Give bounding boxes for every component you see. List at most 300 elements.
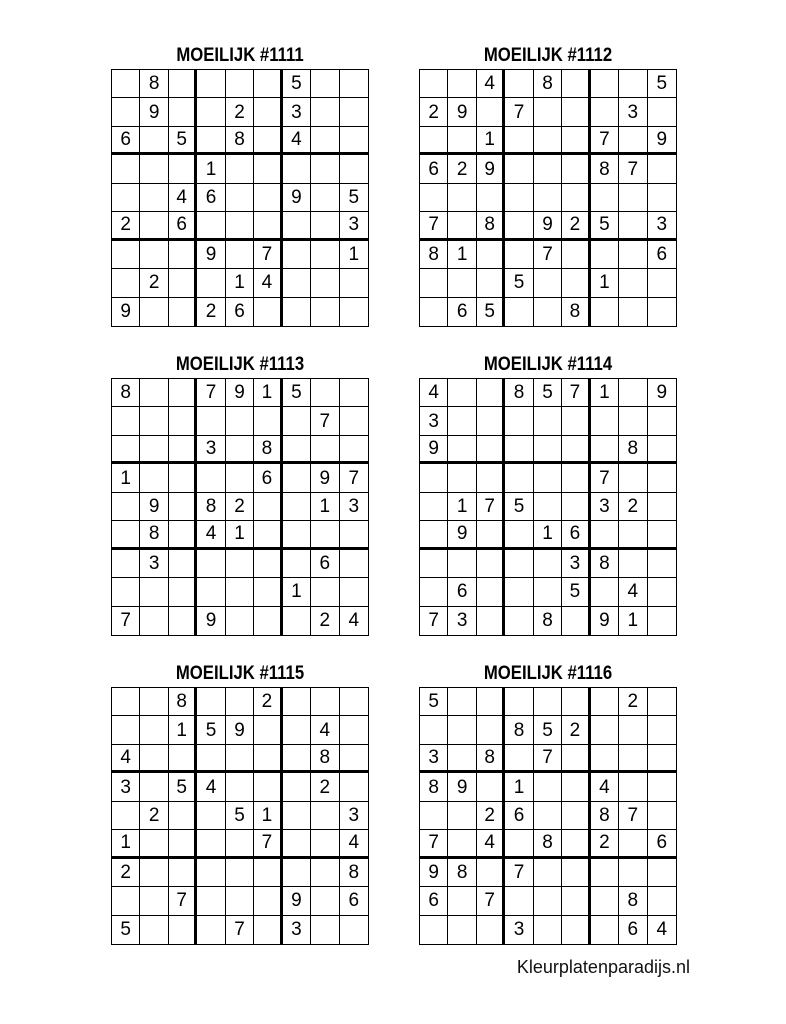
sudoku-cell: 3 (619, 98, 647, 126)
sudoku-cell (562, 802, 590, 830)
sudoku-cell (591, 716, 619, 744)
sudoku-cell: 3 (340, 493, 368, 521)
sudoku-cell: 7 (420, 212, 448, 240)
sudoku-cell (311, 859, 339, 887)
sudoku-cell (283, 269, 311, 297)
sudoku-cell (283, 773, 311, 801)
sudoku-cell (254, 155, 282, 183)
sudoku-cell: 7 (420, 830, 448, 858)
sudoku-cell: 8 (197, 493, 225, 521)
sudoku-cell (648, 773, 676, 801)
sudoku-cell: 9 (226, 716, 254, 744)
sudoku-cell: 5 (505, 493, 533, 521)
sudoku-cell (226, 830, 254, 858)
sudoku-cell (311, 830, 339, 858)
sudoku-cell (648, 745, 676, 773)
sudoku-cell: 3 (283, 916, 311, 944)
sudoku-cell (591, 578, 619, 606)
sudoku-cell: 1 (254, 379, 282, 407)
sudoku-cell (534, 916, 562, 944)
sudoku-cell: 6 (505, 802, 533, 830)
sudoku-cell (448, 70, 476, 98)
sudoku-cell (619, 830, 647, 858)
sudoku-cell (562, 184, 590, 212)
sudoku-cell (648, 298, 676, 326)
sudoku-cell: 2 (448, 155, 476, 183)
sudoku-cell (112, 887, 140, 915)
sudoku-cell (226, 859, 254, 887)
sudoku-cell: 4 (420, 379, 448, 407)
sudoku-cell (562, 98, 590, 126)
sudoku-cell (112, 521, 140, 549)
sudoku-cell (311, 688, 339, 716)
sudoku-cell (477, 269, 505, 297)
sudoku-cell: 1 (254, 802, 282, 830)
sudoku-cell: 7 (562, 379, 590, 407)
sudoku-cell: 1 (448, 241, 476, 269)
sudoku-cell (648, 493, 676, 521)
sudoku-cell: 8 (505, 379, 533, 407)
sudoku-cell: 7 (477, 887, 505, 915)
sudoku-cell: 7 (420, 607, 448, 635)
sudoku-cell (505, 241, 533, 269)
sudoku-cell: 9 (226, 379, 254, 407)
sudoku-cell (648, 716, 676, 744)
sudoku-cell: 8 (562, 298, 590, 326)
sudoku-cell (140, 464, 168, 492)
sudoku-cell: 2 (311, 607, 339, 635)
sudoku-cell (562, 830, 590, 858)
sudoku-cell: 4 (348, 610, 360, 632)
sudoku-cell: 8 (254, 436, 282, 464)
sudoku-cell (254, 578, 282, 606)
sudoku-cell: 4 (477, 70, 505, 98)
sudoku-cell (169, 407, 197, 435)
sudoku-cell: 7 (254, 830, 282, 858)
sudoku-cell (477, 859, 505, 887)
sudoku-cell: 8 (591, 155, 619, 183)
sudoku-cell: 4 (197, 773, 225, 801)
sudoku-cell (112, 493, 140, 521)
sudoku-cell (562, 493, 590, 521)
sudoku-cell (169, 464, 197, 492)
sudoku-cell (169, 830, 197, 858)
sudoku-cell: 3 (448, 607, 476, 635)
sudoku-cell (534, 184, 562, 212)
sudoku-cell: 8 (169, 688, 197, 716)
puzzle-title: MOEILIJK #1116 (483, 663, 613, 684)
sudoku-cell: 7 (169, 887, 197, 915)
sudoku-cell (197, 859, 225, 887)
sudoku-cell (283, 155, 311, 183)
sudoku-cell: 2 (562, 212, 590, 240)
sudoku-cell (311, 70, 339, 98)
sudoku-cell (226, 407, 254, 435)
sudoku-cell (311, 521, 339, 549)
sudoku-cell: 1 (534, 521, 562, 549)
sudoku-cell: 3 (420, 745, 448, 773)
sudoku-cell (197, 407, 225, 435)
sudoku-cell: 9 (140, 98, 168, 126)
sudoku-cell (226, 607, 254, 635)
sudoku-cell (477, 521, 505, 549)
sudoku-cell: 6 (648, 241, 676, 269)
sudoku-cell: 1 (448, 493, 476, 521)
sudoku-cell (340, 155, 368, 183)
sudoku-cell (254, 212, 282, 240)
sudoku-cell (477, 716, 505, 744)
sudoku-cell (619, 521, 647, 549)
sudoku-cell (254, 887, 282, 915)
sudoku-cell (197, 688, 225, 716)
sudoku-cell: 1 (311, 493, 339, 521)
sudoku-cell (591, 688, 619, 716)
sudoku-cell: 9 (448, 521, 476, 549)
sudoku-cell (140, 773, 168, 801)
sudoku-cell (254, 745, 282, 773)
sudoku-cell (283, 212, 311, 240)
sudoku-cell: 6 (448, 578, 476, 606)
sudoku-cell (112, 241, 140, 269)
sudoku-cell (169, 70, 197, 98)
sudoku-cell: 5 (534, 379, 562, 407)
sudoku-cell: 5 (534, 716, 562, 744)
sudoku-cell: 5 (169, 127, 197, 155)
sudoku-cell (254, 493, 282, 521)
sudoku-cell: 5 (112, 916, 140, 944)
sudoku-cell: 6 (226, 298, 254, 326)
sudoku-cell: 4 (254, 269, 282, 297)
sudoku-cell (254, 70, 282, 98)
sudoku-cell (254, 298, 282, 326)
sudoku-cell (340, 578, 368, 606)
sudoku-cell (505, 436, 533, 464)
sudoku-cell: 8 (591, 802, 619, 830)
sudoku-cell: 1 (169, 716, 197, 744)
sudoku-cell (591, 407, 619, 435)
sudoku-cell (648, 184, 676, 212)
sudoku-cell (340, 407, 368, 435)
sudoku-cell (420, 521, 448, 549)
sudoku-cell (283, 607, 311, 635)
sudoku-cell: 1 (619, 607, 647, 635)
puzzle-title: MOEILIJK #1111 (176, 45, 304, 66)
sudoku-cell (591, 241, 619, 269)
sudoku-cell: 7 (591, 464, 619, 492)
sudoku-cell (112, 98, 140, 126)
sudoku-cell (140, 407, 168, 435)
sudoku-cell: 8 (477, 745, 505, 773)
sudoku-cell (505, 70, 533, 98)
sudoku-cell (112, 688, 140, 716)
sudoku-cell (283, 298, 311, 326)
sudoku-cell: 8 (505, 716, 533, 744)
sudoku-cell (420, 916, 448, 944)
sudoku-cell: 9 (140, 493, 168, 521)
sudoku-cell: 7 (477, 493, 505, 521)
sudoku-cell (226, 436, 254, 464)
sudoku-cell (254, 916, 282, 944)
sudoku-cell (505, 127, 533, 155)
sudoku-cell (311, 241, 339, 269)
sudoku-cell (448, 688, 476, 716)
sudoku-cell (311, 298, 339, 326)
sudoku-cell (562, 70, 590, 98)
sudoku-cell (648, 98, 676, 126)
sudoku-cell (534, 688, 562, 716)
sudoku-cell: 9 (283, 887, 311, 915)
sudoku-cell: 1 (112, 464, 140, 492)
sudoku-cell (619, 464, 647, 492)
sudoku-cell: 2 (619, 688, 647, 716)
sudoku-cell (619, 773, 647, 801)
sudoku-cell: 6 (648, 830, 676, 858)
sudoku-cell (619, 127, 647, 155)
sudoku-cell (112, 269, 140, 297)
sudoku-cell: 7 (505, 98, 533, 126)
sudoku-cell (169, 298, 197, 326)
sudoku-cell (197, 578, 225, 606)
sudoku-cell (254, 521, 282, 549)
sudoku-cell (619, 212, 647, 240)
sudoku-cell: 1 (477, 127, 505, 155)
sudoku-cell: 1 (340, 241, 368, 269)
sudoku-cell (562, 887, 590, 915)
sudoku-cell (534, 298, 562, 326)
sudoku-cell (619, 859, 647, 887)
sudoku-cell (340, 70, 368, 98)
sudoku-cell (311, 127, 339, 155)
sudoku-grid (419, 687, 677, 945)
sudoku-cell (140, 830, 168, 858)
sudoku-cell (140, 688, 168, 716)
sudoku-cell (226, 688, 254, 716)
sudoku-cell (534, 436, 562, 464)
sudoku-cell: 7 (505, 859, 533, 887)
sudoku-cell: 4 (656, 919, 668, 941)
sudoku-cell (340, 550, 368, 578)
sudoku-cell: 1 (505, 773, 533, 801)
sudoku-cell (340, 436, 368, 464)
sudoku-cell (311, 212, 339, 240)
sudoku-cell (283, 688, 311, 716)
sudoku-cell (340, 716, 368, 744)
sudoku-cell: 5 (505, 269, 533, 297)
sudoku-cell (534, 493, 562, 521)
sudoku-cell (169, 859, 197, 887)
sudoku-cell (140, 859, 168, 887)
sudoku-cell (505, 184, 533, 212)
sudoku-cell: 9 (648, 379, 676, 407)
sudoku-cell (591, 70, 619, 98)
sudoku-cell (619, 550, 647, 578)
sudoku-cell (477, 379, 505, 407)
sudoku-cell (591, 916, 619, 944)
sudoku-cell (505, 830, 533, 858)
sudoku-cell: 2 (254, 688, 282, 716)
sudoku-cell (562, 859, 590, 887)
sudoku-cell (254, 607, 282, 635)
sudoku-cell (562, 773, 590, 801)
sudoku-cell: 4 (477, 830, 505, 858)
sudoku-cell (140, 212, 168, 240)
sudoku-cell (112, 802, 140, 830)
sudoku-cell: 2 (420, 98, 448, 126)
sudoku-cell: 3 (340, 802, 368, 830)
sudoku-cell: 3 (591, 493, 619, 521)
sudoku-cell (169, 241, 197, 269)
sudoku-cell: 6 (197, 184, 225, 212)
sudoku-cell: 9 (477, 155, 505, 183)
sudoku-cell (448, 464, 476, 492)
sudoku-cell: 8 (340, 859, 368, 887)
sudoku-cell: 1 (112, 830, 140, 858)
sudoku-grid (111, 687, 369, 945)
sudoku-cell: 5 (283, 379, 311, 407)
sudoku-cell (140, 127, 168, 155)
sudoku-cell: 2 (140, 802, 168, 830)
sudoku-cell (169, 521, 197, 549)
sudoku-cell (283, 464, 311, 492)
sudoku-cell (448, 745, 476, 773)
sudoku-cell (283, 436, 311, 464)
puzzle-title: MOEILIJK #1113 (175, 354, 305, 375)
sudoku-cell: 7 (534, 241, 562, 269)
sudoku-cell (420, 802, 448, 830)
sudoku-cell (477, 550, 505, 578)
sudoku-cell (340, 127, 368, 155)
sudoku-cell (197, 745, 225, 773)
sudoku-cell (648, 155, 676, 183)
sudoku-cell: 2 (112, 859, 140, 887)
sudoku-cell (591, 887, 619, 915)
sudoku-cell (505, 298, 533, 326)
sudoku-cell (197, 802, 225, 830)
sudoku-cell (562, 127, 590, 155)
sudoku-cell (448, 887, 476, 915)
sudoku-cell: 6 (448, 298, 476, 326)
sudoku-cell (283, 521, 311, 549)
sudoku-cell (197, 70, 225, 98)
sudoku-cell (505, 464, 533, 492)
sudoku-cell (448, 379, 476, 407)
sudoku-cell (477, 98, 505, 126)
sudoku-cell (591, 859, 619, 887)
sudoku-cell (420, 716, 448, 744)
sudoku-cell (448, 127, 476, 155)
sudoku-cell: 9 (311, 464, 339, 492)
sudoku-cell: 2 (226, 98, 254, 126)
sudoku-cell (619, 298, 647, 326)
sudoku-cell (648, 802, 676, 830)
sudoku-cell (420, 550, 448, 578)
sudoku-cell (226, 887, 254, 915)
sudoku-cell: 4 (112, 745, 140, 773)
sudoku-cell (197, 916, 225, 944)
sudoku-cell: 3 (197, 436, 225, 464)
puzzle-title: MOEILIJK #1114 (483, 354, 613, 375)
sudoku-cell (311, 436, 339, 464)
sudoku-cell (340, 688, 368, 716)
sudoku-cell: 8 (591, 550, 619, 578)
sudoku-cell: 8 (420, 241, 448, 269)
sudoku-cell: 9 (197, 607, 225, 635)
sudoku-cell (140, 241, 168, 269)
sudoku-cell: 3 (340, 212, 368, 240)
sudoku-cell (648, 859, 676, 887)
sudoku-cell (283, 407, 311, 435)
sudoku-cell (197, 212, 225, 240)
sudoku-cell (477, 688, 505, 716)
sudoku-cell (648, 521, 676, 549)
sudoku-cell (226, 184, 254, 212)
sudoku-cell (226, 241, 254, 269)
sudoku-cell (197, 127, 225, 155)
sudoku-cell (648, 607, 676, 635)
sudoku-cell: 1 (226, 521, 254, 549)
sudoku-cell: 9 (448, 773, 476, 801)
sudoku-cell (591, 184, 619, 212)
sudoku-cell (169, 436, 197, 464)
sudoku-cell (169, 745, 197, 773)
sudoku-cell (562, 269, 590, 297)
sudoku-cell: 8 (619, 436, 647, 464)
sudoku-cell (591, 98, 619, 126)
sudoku-cell: 8 (226, 127, 254, 155)
sudoku-cell (619, 407, 647, 435)
sudoku-cell: 8 (140, 70, 168, 98)
sudoku-cell (477, 578, 505, 606)
sudoku-cell (534, 155, 562, 183)
sudoku-cell (112, 70, 140, 98)
sudoku-cell (562, 745, 590, 773)
sudoku-cell (283, 830, 311, 858)
sudoku-cell (226, 550, 254, 578)
sudoku-cell (534, 773, 562, 801)
sudoku-cell: 3 (140, 550, 168, 578)
sudoku-cell: 7 (226, 916, 254, 944)
sudoku-cell: 9 (534, 212, 562, 240)
sudoku-cell (448, 436, 476, 464)
sudoku-cell (140, 379, 168, 407)
sudoku-cell (420, 578, 448, 606)
sudoku-cell (140, 298, 168, 326)
sudoku-cell (477, 607, 505, 635)
sudoku-cell (591, 298, 619, 326)
sudoku-cell (169, 578, 197, 606)
sudoku-cell: 2 (226, 493, 254, 521)
sudoku-cell: 9 (283, 184, 311, 212)
sudoku-cell (254, 98, 282, 126)
sudoku-cell (112, 155, 140, 183)
sudoku-cell (311, 916, 339, 944)
sudoku-cell: 4 (591, 773, 619, 801)
sudoku-cell (648, 578, 676, 606)
sudoku-cell (197, 887, 225, 915)
sudoku-cell (311, 155, 339, 183)
sudoku-cell (340, 379, 368, 407)
sudoku-cell: 8 (619, 887, 647, 915)
sudoku-cell (254, 407, 282, 435)
sudoku-cell (311, 184, 339, 212)
sudoku-cell: 5 (477, 298, 505, 326)
sudoku-cell (254, 859, 282, 887)
sudoku-cell (197, 464, 225, 492)
sudoku-cell (505, 887, 533, 915)
sudoku-cell (562, 607, 590, 635)
sudoku-cell (505, 745, 533, 773)
sudoku-cell (648, 550, 676, 578)
